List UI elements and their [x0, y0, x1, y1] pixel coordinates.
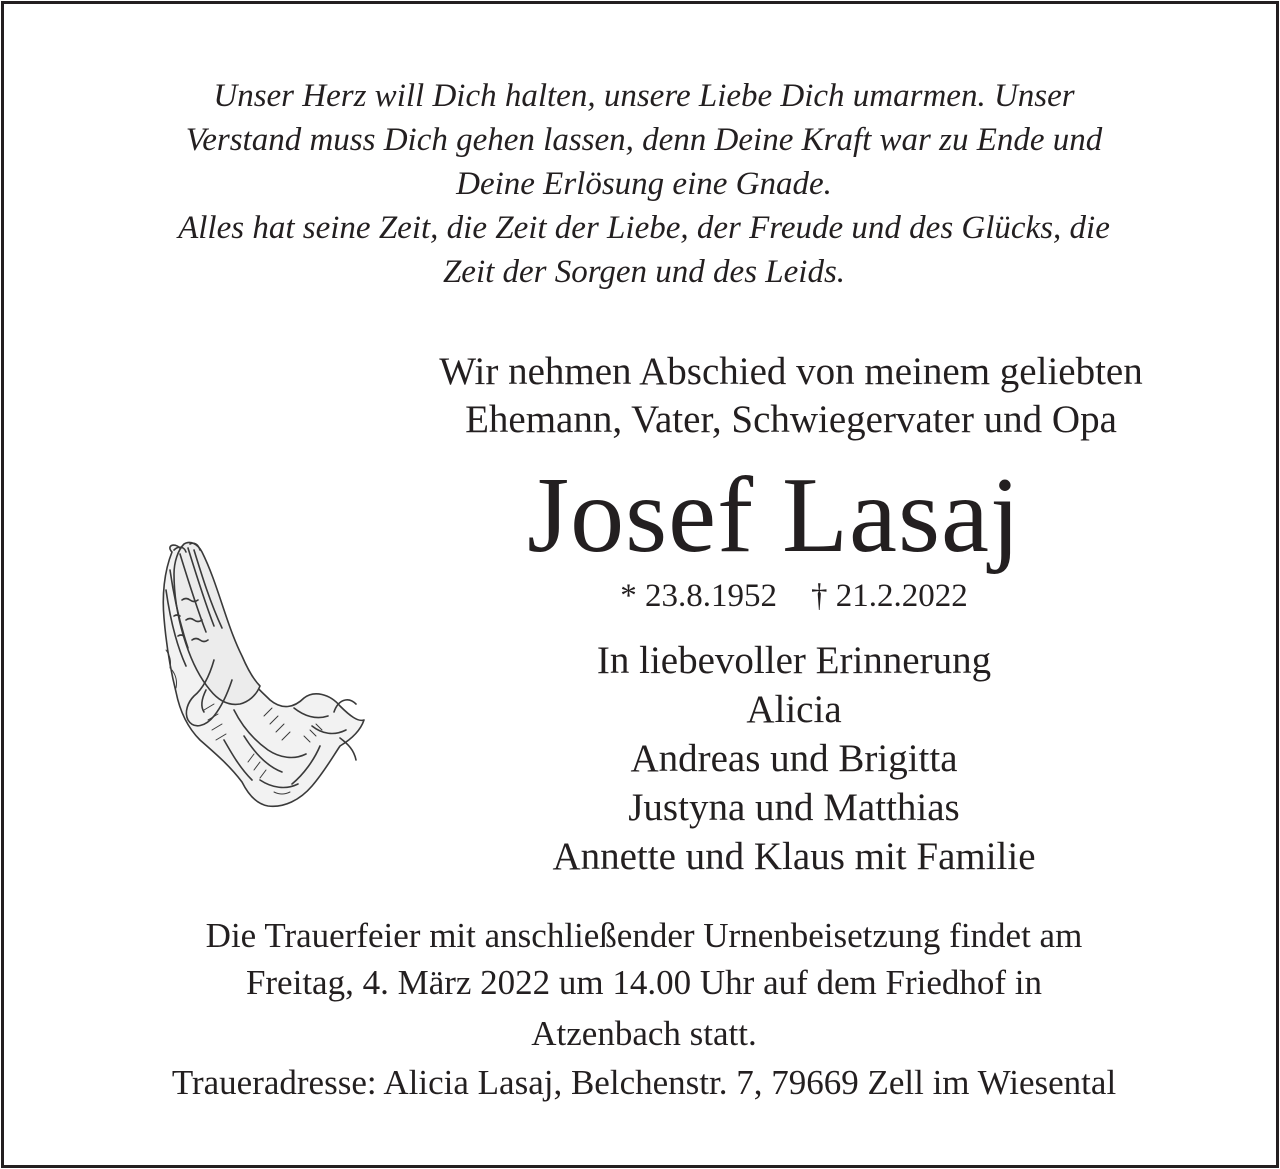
- mourner-line: Alicia: [746, 688, 842, 731]
- memorial-poem: [44, 74, 1244, 294]
- poem-line: Alles hat seine Zeit, die Zeit der Liebe, der Freude und des Glücks, die: [178, 210, 1110, 246]
- poem-line: Verstand muss Dich gehen lassen, denn Deine Kraft war zu Ende und: [185, 122, 1103, 158]
- life-dates: [524, 576, 1064, 616]
- mourner-line: Andreas und Brigitta: [630, 737, 958, 780]
- praying-hands-icon: [144, 540, 376, 816]
- deceased-name: Josef Lasaj: [527, 456, 1021, 575]
- funeral-announcement: [44, 912, 1244, 1057]
- mourners-list: [424, 636, 1164, 881]
- intro-line: Wir nehmen Abschied von meinem geliebten: [439, 350, 1143, 393]
- mourner-line: In liebevoller Erinnerung: [596, 639, 992, 682]
- mourning-address: Traueradresse: Alicia Lasaj, Belchenstr. 7, 79669 Zell im Wiesental: [171, 1063, 1117, 1102]
- ceremony-line: Atzenbach statt.: [531, 1014, 757, 1053]
- poem-line: Unser Herz will Dich halten, unsere Liebe Dich umarmen. Unser: [213, 78, 1075, 114]
- death-date: † 21.2.2022: [811, 578, 968, 614]
- farewell-intro: [374, 348, 1208, 444]
- intro-line: Ehemann, Vater, Schwiegervater und Opa: [465, 398, 1117, 441]
- obituary-frame: [1, 1, 1279, 1168]
- ceremony-line: Die Trauerfeier mit anschließender Urnenbeisetzung findet am: [205, 916, 1083, 955]
- ceremony-line: Freitag, 4. März 2022 um 14.00 Uhr auf dem Friedhof in: [245, 963, 1043, 1002]
- birth-date: * 23.8.1952: [620, 578, 777, 614]
- mourner-line: Annette und Klaus mit Familie: [552, 835, 1036, 878]
- mourner-line: Justyna und Matthias: [628, 786, 960, 829]
- poem-line: Zeit der Sorgen und des Leids.: [442, 254, 846, 290]
- poem-line: Deine Erlösung eine Gnade.: [456, 166, 832, 202]
